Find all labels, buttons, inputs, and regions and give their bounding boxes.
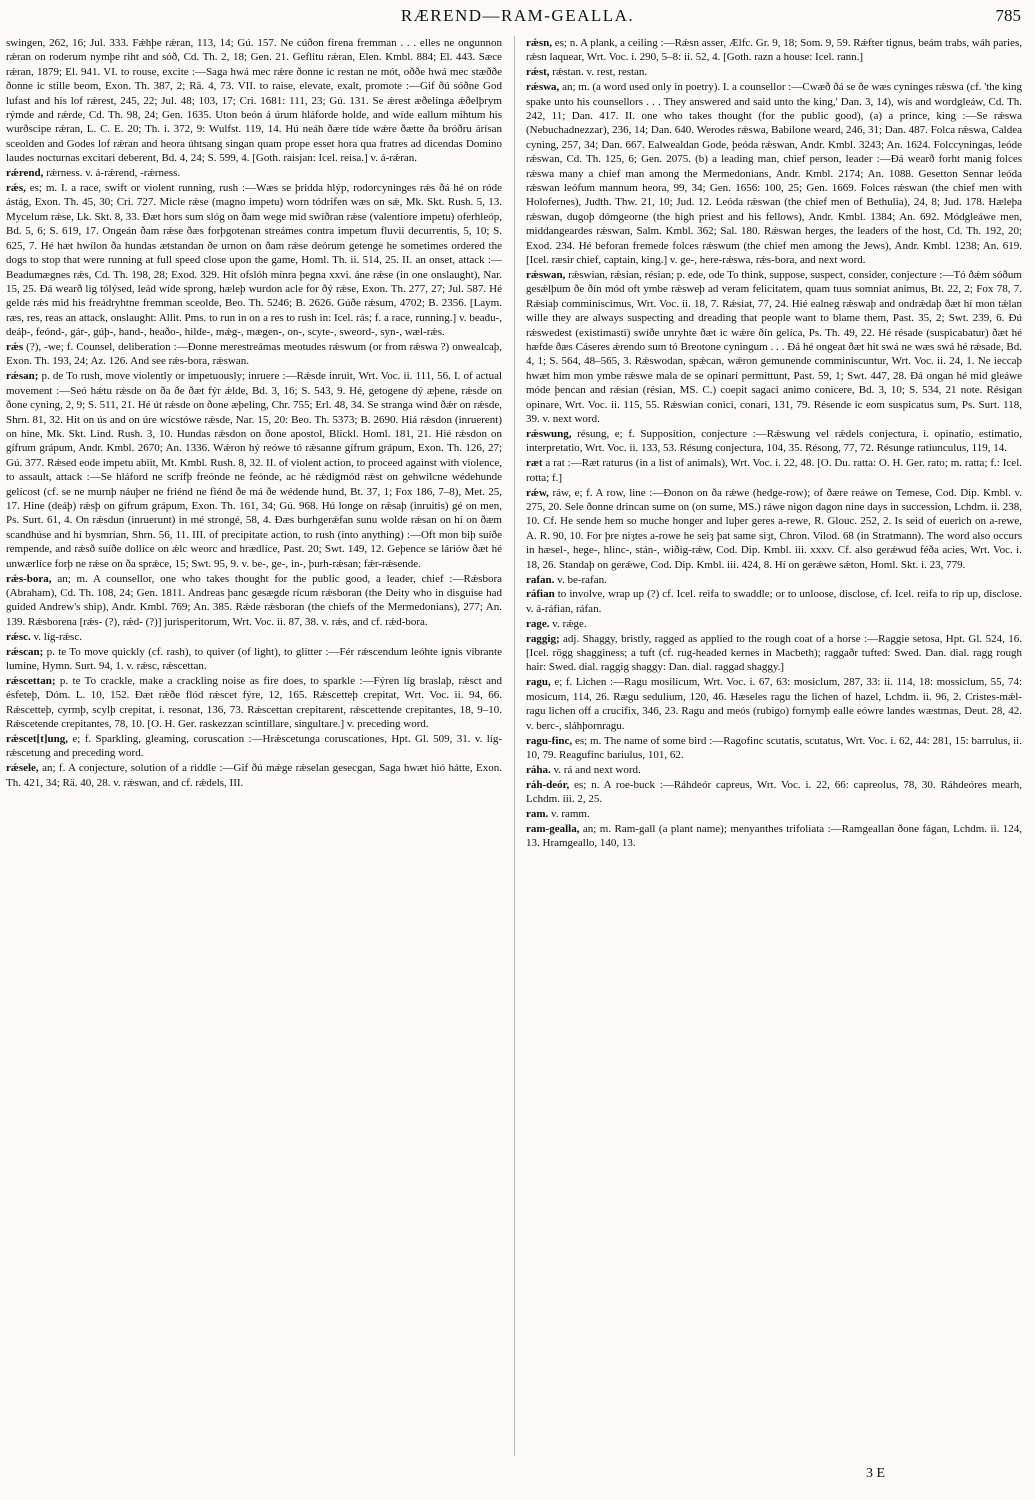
headword: rǽs [6, 341, 24, 354]
entry-text: (?), -we; f. Counsel, deliberation :—Ðonne merestreámas meotudes rǽswum (or from rǽswa ?) onwealcaþ, Exon. Th. 193, 24; Az. 126. And see rǽs-bora, rǽswan. [6, 341, 502, 368]
dictionary-entry [526, 763, 1022, 777]
headword: ram-gealla, [526, 822, 580, 835]
entry-text: es; m. The name of some bird :—Ragofinc scutatis, scutatus, Wrt. Voc. i. 62, 44: 281, 15: barrulus, ii. 10, 79. Reagufinc bariulus, 101, 62. [526, 734, 1022, 761]
entry-text: an; m. (a word used only in poetry). I. a counsellor :—Cwæð ðá se ðe wæs cyninges rǽswa (cf. 'the king spake unto his counsellors . . . They answered and said unto the king,' Dan. 3, 14), wís and wordgleáw, Cd. Th. 242, 11; Dan. 417. II. one who takes thought (for the public good), (a) a prince, king :—Se rǽswa (Nebuchadnezzar), 236, 14; Dan. 640. Werodes rǽswa, Babilone weard, 246, 31; Dan. 487. Folca rǽswa, Caldea cyning, 257, 34; Dan. 667. Ealwealdan Gode, þeóda rǽswan, Andr. Kmbl. 3243; An. 1624. Folccyningas, leóde rǽswan, Cd. Th. 125, 6; Gen. 2075. (b) a leading man, chief person, leader :—Ðá wearð forht manig folces rǽswa many a chief man among the Mermedonians, Andr. Kmbl. 2174; An. 1088. Gesetton Sennar leóda rǽswan leófum mannum heora, 99, 34; Gen. 1656: 100, 25; Gen. 1669. Folces rǽswan (the chief men with Holofernes), Judth. Thw. 21, 10; Jud. 12. Leóda rǽswan (the chief men of Bethulia), 24, 8; Jud. 178. Hæleþa rǽswan, dugoþ dómgeorne (the high priest and his fellows), Andr. Kmbl. 1384; An. 692. Módgleáwe men, middangeardes rǽswan, Salm. Kmbl. 362; Sal. 180. Rǽswan herges, the leaders of the host, Cd. Th. 192, 20; Exod. 234. Hé beforan fremede folces rǽswum (the chief men among the Jews), Andr. Kmbl. 1238; An. 619. [Icel. ræsir chief, captain, king.] v. ge-, here-rǽswa, rǽs-bora, and next word. [526, 81, 1022, 267]
dictionary-entry [526, 427, 1022, 456]
entry-text: v. ramm. [551, 808, 590, 821]
headword: rǽsn, [526, 37, 552, 49]
dictionary-entry [526, 36, 1022, 65]
headword: rǽswan, [526, 269, 566, 281]
headword: rǽs-bora, [6, 572, 52, 585]
dictionary-entry [526, 807, 1022, 821]
headword: rǽrend, [6, 167, 44, 180]
headword: rǽscet[t]ung, [6, 733, 69, 745]
entry-text: p. te To crackle, make a crackling noise as fire does, to sparkle :—Fýren líg braslaþ, rǽsct and ésfeteþ, Dóm. L. 10, 152. Ðæt rǽðe flód rǽscet fýre, 12, 165. Rǽscetteþ crepitat, Wrt. Voc. ii. 94, 66. Rǽscetteþ, cyrmþ, scylþ crepitat, i. resonat, 136, 73. Rǽscettan crepitarent, rǽscettende crepitantes, 18, 9–10. Rǽscetende crepitantes, 78, 10. [O. H. Ger. raskezzan scintillare, singultare.] v. preceding word. [6, 674, 502, 731]
signature-mark: 3 E [865, 1466, 885, 1481]
entry-text: e; f. Sparkling, gleaming, coruscation :—Hrǽscetunga coruscationes, Hpt. Gl. 509, 31. v. líg-rǽscetung and preceding word. [6, 733, 502, 760]
dictionary-entry [526, 778, 1022, 807]
dictionary-entry [6, 732, 502, 761]
dictionary-entry [6, 761, 502, 790]
two-column-body [6, 36, 1022, 1456]
dictionary-entry [526, 268, 1022, 426]
entry-text: v. rǽge. [552, 617, 587, 630]
dictionary-entry [526, 65, 1022, 79]
left-column [6, 36, 502, 1456]
headword: rage. [526, 617, 550, 630]
dictionary-entry [6, 369, 502, 571]
dictionary-entry [6, 674, 502, 732]
entry-text: to involve, wrap up (?) cf. Icel. reifa to swaddle; or to unloose, disclose, cf. Icel. reifa to rip up, disclose. v. á-ráfian, ráfan. [526, 588, 1022, 615]
entry-text: rǽstan. v. rest, restan. [552, 66, 648, 79]
headword: rǽw, [526, 486, 549, 499]
entry-text: an; m. A counsellor, one who takes thought for the public good, a leader, chief :—Rǽsbora (Abraham), Cd. Th. 108, 24; Gen. 1811. Andreas þanc gesægde rícum rǽsboran (the Deity who in disguise had guided Andrew's ship), Andr. Kmbl. 769; An. 385. Rǽde rǽsboran (the chiefs of the Mermedonians), 277; An. 139. Rǽsborena [rǽs- (?), rǽd- (?)] jurisperitorum, Wrt. Voc. ii. 87, 38. v. rǽs, and cf. rǽd-bora. [6, 572, 502, 628]
entry-text: p. te To move quickly (cf. rash), to quiver (of light), to glitter :—Fér rǽscendum leóhte ignis vibrante lumine, Hymn. Surt. 94, 1. v. rǽsc, rǽscettan. [6, 645, 502, 672]
headword: ragu, [526, 676, 551, 689]
entry-text: es; m. I. a race, swift or violent running, rush :—Wæs se þridda hlýp, rodorcyninges rǽs ðá hé on róde ástág, Exon. Th. 45, 30; Cri. 727. Micle rǽse (magno impetu) worn tódrifen wæs on sǽ, Mk. Skt. Rush. 5, 13. Mycelum rǽse, Lk. Skt. 8, 33. Ðæt hors sum slóg on ðam wege mid swíðran rǽse (valentiore impetu) oferhleóp, Bd. 5, 6; S. 619, 17. Ongeán ðam rǽse ðæs forþgotenan streámes contra impetum fluvii decurrentis, 5, 10; S. 625, 7. Hé hæt hwílon ða hundas ætstandan ðe urnon on ðam rǽse deórum getenge he sometimes ordered the dogs to stop that were running at full speed close upon the game, Homl. Th. ii. 514, 25. II. an onset, attack :—Beadumægnes rǽs, Cd. Th. 198, 28; Exod. 329. Hit ofslóh mínra þegna xxvi. áne rǽse (in one onslaught), Nar. 15, 25. Ðá wearð lig tólýsed, leád wíde sprong, hæleþ wurdon acle for ðý rǽse, Exon. Th. 277, 27; Jul. 587. Hé gelde rǽs mid his freádryhtne fremman sceolde, Beo. Th. 5246; B. 2626. Gúðe rǽsum, 4702; B. 2356. [Laym. ræs, res, reas an attack, onslaught: Allit. Pms. to run in on a res to rush in: Icel. rás; f. a race, running.] v. beadu-, deáþ-, feónd-, gár-, gúþ-, hand-, heaðo-, hilde-, mǽg-, mægen-, on-, scyte-, sweord-, syn-, wæl-rǽs. [6, 182, 502, 339]
dictionary-entry [526, 486, 1022, 572]
entry-text: es; n. A roe-buck :—Ráhdeór capreus, Wrt. Voc. i. 22, 66: capreolus, 78, 30. Ráhdeóres mearh, Lchdm. iii. 2, 25. [526, 778, 1022, 806]
headword: rǽsele, [6, 762, 39, 775]
entry-text: résung, e; f. Supposition, conjecture :—Rǽswung vel rǽdels conjectura, i. opinatio, estimatio, interpretatio, Wrt. Voc. ii. 133, 53. Résung conjectura, 104, 35. Résong, 77, 72. Résunge ratiunculus, 119, 14. [526, 427, 1022, 455]
headword: rǽs, [6, 182, 26, 195]
dictionary-entry [6, 630, 502, 644]
dictionary-entry [526, 80, 1022, 267]
dictionary-entry [6, 645, 502, 674]
dictionary-entry [6, 572, 502, 630]
page-number: 785 [995, 6, 1021, 25]
entry-text: rǽrness. v. á-rǽrend, -rǽrness. [46, 167, 181, 180]
entry-text: an; f. A conjecture, solution of a riddle :—Gif ðú mǽge rǽselan gesecgan, Saga hwæt hió hátte, Exon. Th. 421, 34; Rä. 40, 28. v. rǽswan, and cf. rǽdels, III. [6, 762, 502, 789]
headword: ræt [526, 457, 543, 470]
headword: rafan. [526, 573, 555, 586]
entry-text: an; m. Ram-gall (a plant name); menyanthes trifoliata :—Ramgeallan ðone fágan, Lchdm. ii. 124, 13. Hramgeallo, 140, 13. [526, 822, 1022, 850]
dictionary-entry [526, 822, 1022, 851]
entry-text: v. be-rafan. [557, 573, 607, 586]
dictionary-entry [6, 340, 502, 369]
running-head: RÆREND—RAM-GEALLA. [400, 6, 635, 25]
dictionary-entry [526, 617, 1022, 631]
entry-text: es; n. A plank, a ceiling :—Rǽsn asser, Ælfc. Gr. 9, 18; Som. 9, 59. Rǽfter tignus, beám trabs, wáh paries, rǽsn laquear, Wrt. Voc. i. 290, 5–8: ii. 52, 4. [Goth. razn a house: Icel. rann.] [526, 37, 1022, 64]
headword: rǽscettan; [6, 674, 56, 687]
dictionary-entry [6, 181, 502, 339]
headword: rǽsan; [6, 370, 39, 383]
entry-text: p. de To rush, move violently or impetuously; inruere :—Rǽsde inruit, Wrt. Voc. ii. 111, 56. I. of actual movement :—Seó hǽtu rǽsde on ða ðe ðæt fýr ǽlde, Bd. 3, 16; S. 543, 9. Hé, getogene dý æþene, rǽsde on ðone cyning, 2, 9; S. 511, 21. Hé út rǽsde on ðone æþeling, Chr. 755; Erl. 48, 34. Se stranga wind ðǽr on rǽsde, Shrn. 81, 32. Hit on ús and on úre wícstówe rǽsde, Nar. 15, 20: Beo. Th. 5373; B. 2690. Hiá rǽsdon (inruerent) on hine, Mk. Skt. Lind. Rush. 3, 10. Hundas rǽsdon on ðone apostol, Blickl. Homl. 181, 21. Hié rǽsdon on gífrum grápum, Andr. Kmbl. 2670; An. 1336. Wǽron hý reówe tó rǽsanne gífrum grápum, Exon. Th. 126, 27; Gú. 377. Rǽsed eode impetu abiit, Mt. Kmbl. Rush. 8, 32. II. of violent action, to proceed against with violence, to assault, attack :—Se hláford ne scrífþ freónde ne feónde, ac hé rǽdigmód rǽst on gehwilcne wédehunde gelícost (cf. se ne murnþ náuþer ne friénd ne fiénd ðe má ðe wédende hund, Bt. 37, 1; Fox 186, 7–8), Met. 25, 17. Hine (deáþ) rǽsþ on gífrum grápum, Exon. Th. 161, 34; Gú. 968. Hú longe on rǽsaþ (inruitis) gé on men, Ps. Surt. 61, 4. On rǽsdun (inruerunt) in mé strongé, 58, 4. Ðæs burhgerǽfan sunu wolde rǽsan on hí on ðæm scandhúse and hí bysmrian, Shrn. 56, 11. III. of precipitate action, to rush (into anything) :—Oft mon biþ suíðe rempende, and rǽsð suíðe dollíce on ǽlc weorc and hrædlíce, Past. 20; Swt. 149, 12. Geþence se láriów ðæt hé unwærlíce forþ ne rǽse on ða sprǽce, 15; Swt. 95, 9. v. be-, ge-, in-, þurh-rǽsan; fǽr-rǽsende. [6, 370, 502, 570]
dictionary-entry [6, 36, 502, 166]
headword: ram. [526, 808, 549, 821]
headword: ráfian [526, 588, 555, 601]
entry-text: a rat :—Ræt raturus (in a list of animals), Wrt. Voc. i. 22, 48. [O. Du. ratta: O. H. Ger. rato; m. ratta; f.: Icel. rotta; f.] [526, 457, 1022, 484]
dictionary-entry [526, 587, 1022, 616]
dictionary-entry [526, 573, 1022, 587]
entry-text: v. líg-rǽsc. [33, 630, 82, 643]
headword: raggig; [526, 632, 560, 645]
right-column [526, 36, 1022, 1456]
entry-text: e; f. Lichen :—Ragu mosilicum, Wrt. Voc. i. 67, 63: mosiclum, 287, 33: ii. 114, 18: mossiclum, 55, 74: mosicum, 114, 26. Rægu sedulium, 120, 46. Hæseles ragu the lichen of hazel, Lchdm. ii. 96, 2. Cristes-mǽl-ragu lichen off a crucifix, 346, 23. Ragu and meós (rubigo) fornymþ ealle eówre landes wæstmas, Deut. 28, 42. v. berc-, sláhþornragu. [526, 676, 1022, 732]
entry-text: ráw, e; f. A row, line :—Ðonon on ða rǽwe (hedge-row); of ðære reáwe on Temese, Cod. Dip. Kmbl. v. 275, 20. Sele ðonne drincan sume on (on sume, MS.) ráwe nigon dagon nine days in succession, Lchdm. ii. 238, 10. Cf. He sende hem so muche honger and luþer geres a-rewe, R. Glouc. 252, 2. Is seid of euerich on a-rewe, A. R. 90, 10. For þre niȝtes a-rowe he seiȝ þat same siȝt, Chron. Vilod. 68 (in Stratmann). The word also occurs in hæsel-, hege-, hlinc-, stán-, wiðig-rǽw, Cod. Dip. Kmbl. iii. xxxv. Cf. also gerǽwud féða acies, Wrt. Voc. i. 18, 26. Standaþ on gerǽwe, Cod. Dip. Kmbl. iii. 424, 8. Hí on gerǽwe sǽton, Homl. Skt. i. 23, 779. [526, 486, 1022, 571]
headword: ragu-finc, [526, 734, 573, 747]
headword: rǽsc. [6, 630, 31, 643]
entry-text: v. rá and next word. [553, 763, 641, 776]
entry-text: swingen, 262, 16; Jul. 333. Fǽhþe rǽran, 113, 14; Gú. 157. Ne cúðon firena fremman . . . elles ne ongunnon rǽran on roderum nymþe riht and sóð, Cd. Th. 2, 18; Gen. 21. Geflitu rǽran, Elen. Kmbl. 884; El. 443. Sæce rǽran, 1879; El. 941. VI. to rouse, excite :—Saga hwá mec rǽre ðonne ic restan ne mót, oððe hwá mec stæððe ðonne ic stille beom, Exon. Th. 387, 2; Rä. 4, 73. VII. to raise, elevate, exalt, promote :—Gif ðú sóðne God lufast and his lof rǽrest, 245, 22; Jul. 48; 103, 17; Cri. 1681: 111, 23; Gú. 131. Se ǽrest æðelinga ǽðelþrym rýmde and rǽrde, Cd. Th. 98, 24; Gen. 1635. Uton beón á úrum hláforde holde, and wíde eallum mihtum his wurðscipe rǽran, L. C. E. 20; Th. i. 372, 9: Wulfst. 119, 14. Hú neáh ðære tíde wǽre ðætte ða bróðru árísan sceolden and Godes lof rǽran and heora úhtsang singan quam prope esset hora qua fratres ad dicendas Domino laudes nocturnas excitari deberent, Bd. 4, 24; S. 599, 4. [Goth. raisjan: Icel. reisa.] v. á-rǽran. [6, 37, 502, 165]
dictionary-entry [6, 166, 502, 180]
dictionary-entry [526, 456, 1022, 485]
headword: rǽst, [526, 66, 550, 79]
headword: rǽswa, [526, 81, 560, 94]
dictionary-entry [526, 675, 1022, 733]
headword: ráha. [526, 763, 551, 776]
headword: rǽscan; [6, 645, 44, 658]
headword: ráh-deór, [526, 778, 570, 791]
column-divider [514, 36, 515, 1456]
headword: rǽswung, [526, 427, 572, 440]
dictionary-entry [526, 632, 1022, 675]
dictionary-entry [526, 734, 1022, 763]
entry-text: rǽswian, rǽsian, résian; p. ede, ode To think, suppose, suspect, consider, conjecture :—Tó ðǽm sóðum gesǽlþum ðe ðín mód oft ymbe rǽsweþ ad veram felicitatem, quam tuus somniat animus, Bt. 22, 2; Fox 78, 7. Rǽsiaþ comminiscimus, Wrt. Voc. ii. 18, 7. Rǽsiat, 77, 24. Hié ealneg rǽswaþ and ondrǽdaþ ðæt hí mon tǽlan wille they are always suspecting and dreading that people want to blame them, Past. 35, 2; Swt. 239, 6. Ðú rǽswedest (existimasti) swíðe unryhte ðæt ic wǽre ðín gelíca, Ps. Th. 49, 22. Hé résade (suspicabatur) ðæt hé hæfde ðæs Cáseres ǽrendo sum tó Breotone cyningum . . . Ðá hé ongeat ðæt hit swá ne wæs swá hé rǽsade, Bd. 4, 1; S. 564, 48–565, 3. Rǽswodan, spǽcan, wǽron gemunende comminiscuntur, Wrt. Voc. ii. 24, 1. Ne ieccaþ hwæt him mon ymbe rǽswe mala de se opinari permittunt, Past. 59, 1; Swt. 447, 28. Ðá ongan hé mid gleáwe móde þencan and rǽsian (résian, MS. C.) coepit sagaci animo conicere, Bd. 3, 10; S. 534, 21 note. Résigan opinare, Wrt. Voc. ii. 115, 55. Rǽswian conici, conari, 131, 79. Résende ic eom suspicatus sum, Ps. Surt. 118, 39. v. next word. [526, 269, 1022, 426]
entry-text: adj. Shaggy, bristly, ragged as applied to the rough coat of a horse :—Raggie setosa, Hpt. Gl. 524, 16. [Icel. rögg shagginess; a tuft (cf. rug-headed kernes in Macbeth); raggaðr tufted: Swed. Dan. dial. ragg rough hair: Swed. dial. raggig shaggy: Dan. dial. raggad shaggy.] [526, 632, 1022, 674]
